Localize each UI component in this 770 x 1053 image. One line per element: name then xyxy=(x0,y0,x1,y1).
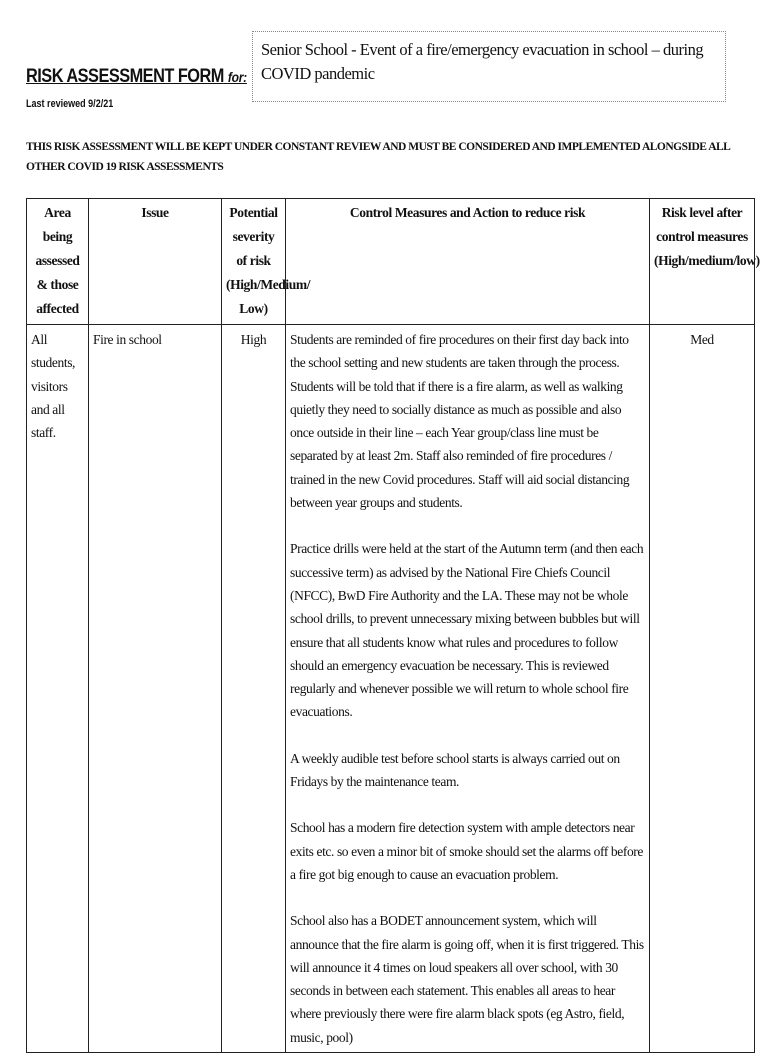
form-title-suffix: for: xyxy=(227,69,247,85)
form-title-block xyxy=(26,66,283,88)
cell-control-measures xyxy=(286,325,650,1053)
cell-area: All students, visitors and all staff. xyxy=(27,325,89,1053)
cell-issue: Fire in school xyxy=(89,325,222,1053)
table-row xyxy=(27,325,755,1053)
cell-risk-after: Med xyxy=(650,325,755,1053)
control-paragraph: Practice drills were held at the start of the Autumn term (and then each successive term) as advised by the National Fire Chiefs Council (NFCC), BwD Fire Authority and the LA. These may not be whole school drills, to prevent unnecessary mixing between bubbles but will ensure that all students know what rules and procedures to follow should an emergency evacuation be necessary. This is reviewed regularly and whenever possible we will return to whole school fire evacuations. xyxy=(290,541,644,720)
header-issue: Issue xyxy=(89,199,222,325)
header-risk-after: Risk level after control measures (High/medium/low) xyxy=(650,199,755,325)
table-header-row xyxy=(27,199,755,325)
header-severity: Potential severity of risk (High/Medium/ Low) xyxy=(222,199,286,325)
control-paragraph: School has a modern fire detection system with ample detectors near exits etc. so even a minor bit of smoke should set the alarms off before a fire got big enough to cause an evacuation problem. xyxy=(290,820,643,882)
risk-assessment-table xyxy=(26,198,760,1053)
assessment-subject-box: Senior School - Event of a fire/emergency evacuation in school – during COVID pandemic xyxy=(252,31,726,102)
control-paragraph: School also has a BODET announcement system, which will announce that the fire alarm is going off, when it is first triggered. This will announce it 4 times on loud speakers all over school, with 30 seconds in between each statement. This enables all areas to hear where previously there were fire alarm black spots (eg Astro, field, music, pool) xyxy=(290,913,644,1045)
control-paragraph: Students are reminded of fire procedures on their first day back into the school setting and new students are taken through the process. Students will be told that if there is a fire alarm, as well as walking quietly they need to socially distance as much as possible and also once outside in their line – each Year group/class line must be separated by at least 2m. Staff also reminded of fire procedures / trained in the new Covid procedures. Staff will aid social distancing between year groups and students. xyxy=(290,332,630,511)
review-notice: THIS RISK ASSESSMENT WILL BE KEPT UNDER CONSTANT REVIEW AND MUST BE CONSIDERED AND IMPLEMENTED ALONGSIDE ALL OTHER COVID 19 RISK ASSESSMENTS xyxy=(26,141,730,173)
header-area: Area being assessed & those affected xyxy=(27,199,89,325)
cell-severity: High xyxy=(222,325,286,1053)
form-title-text: RISK ASSESSMENT FORM xyxy=(26,66,224,87)
form-title xyxy=(26,66,247,88)
last-reviewed-date: Last reviewed 9/2/21 xyxy=(26,98,114,110)
header-control-measures: Control Measures and Action to reduce risk xyxy=(286,199,650,325)
control-paragraph: A weekly audible test before school starts is always carried out on Fridays by the maintenance team. xyxy=(290,750,620,790)
